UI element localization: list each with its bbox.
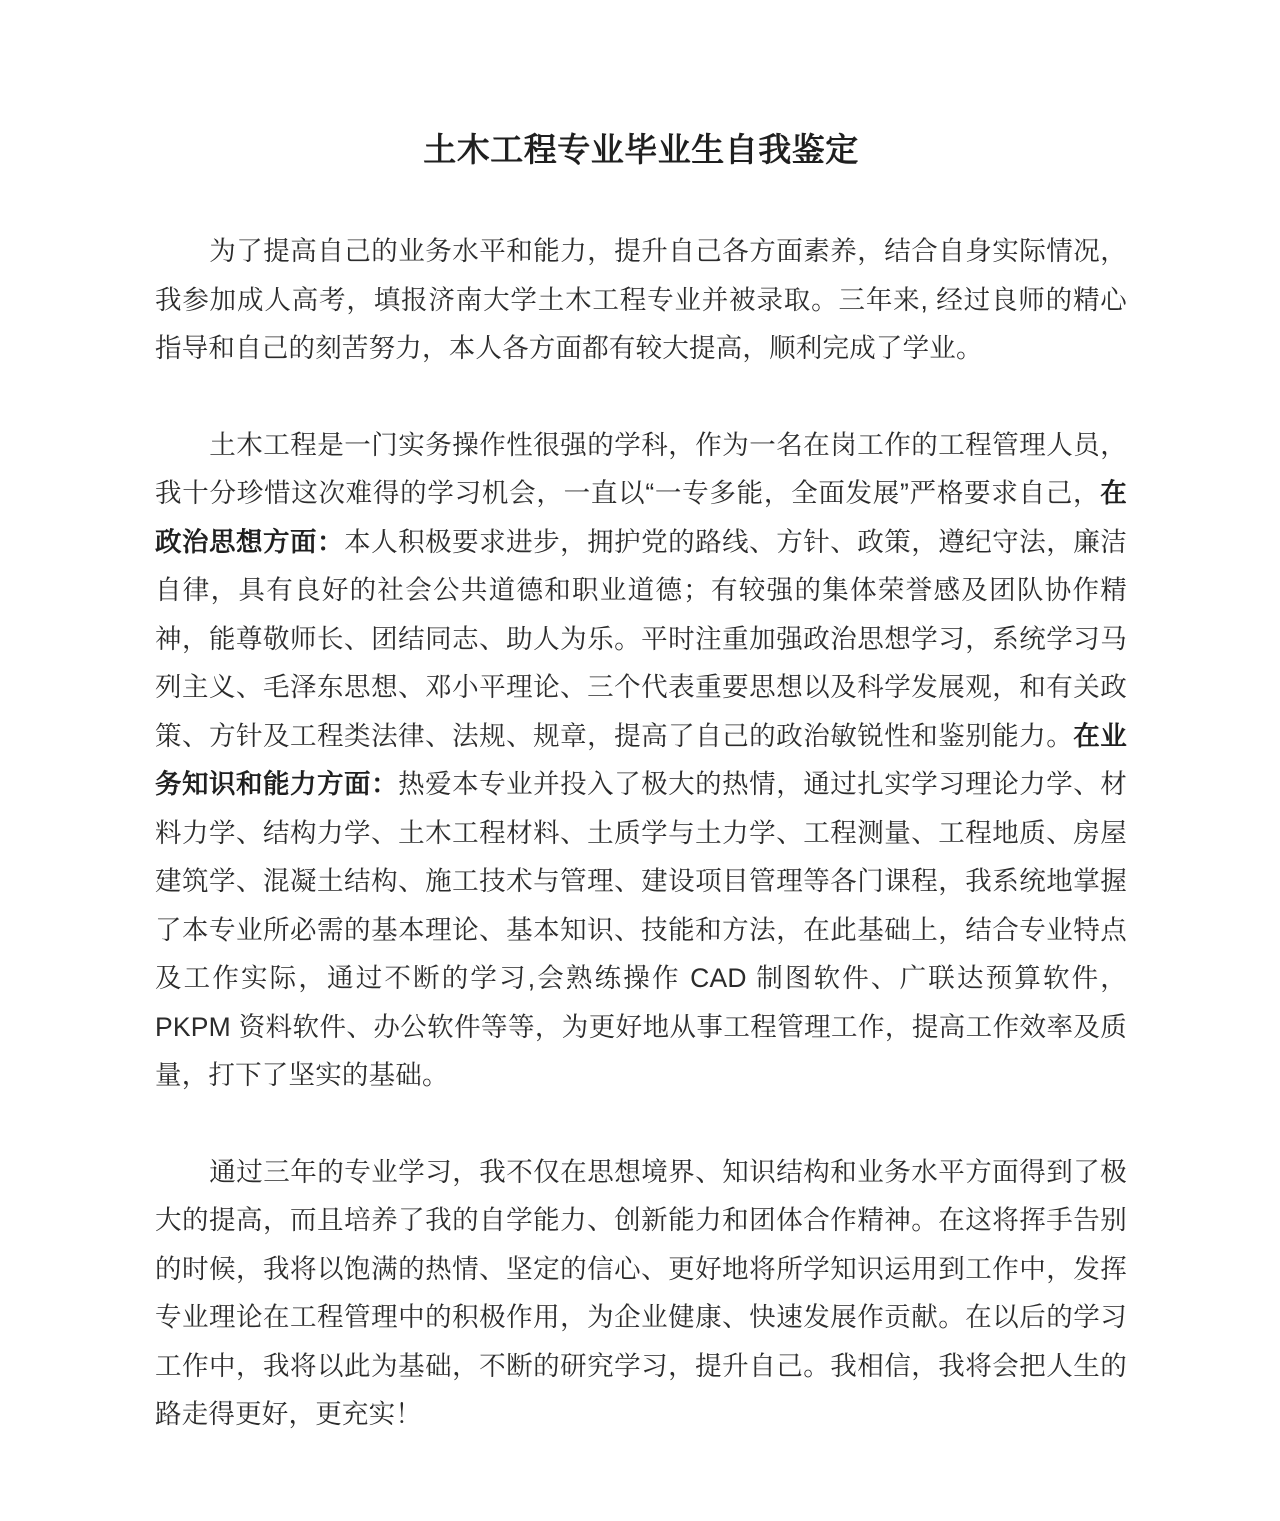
inline-heading-political-thought: 在政治思想方面： [155,478,1127,557]
paragraph-intro [155,227,1127,373]
paragraph-main-text-part-1: 土木工程是一门实务操作性很强的学科，作为一名在岗工作的工程管理人员，我十分珍惜这次难得的学习机会，一直以“一专多能，全面发展”严格要求自己， [155,429,1127,508]
paragraph-conclusion [155,1148,1127,1439]
document-body [155,0,1127,1439]
page-title: 土木工程专业毕业生自我鉴定 [423,131,859,168]
paragraph-main [155,421,1127,1100]
paragraph-main-text-part-2: 本人积极要求进步，拥护党的路线、方针、政策，遵纪守法，廉洁自律，具有良好的社会公共道德和职业道德；有较强的集体荣誉感及团队协作精神，能尊敬师长、团结同志、助人为乐。平时注重加强政治思想学习，系统学习马列主义、毛泽东思想、邓小平理论、三个代表重要思想以及科学发展观，和有关政策、方针及工程类法律、法规、规章，提高了自己的政治敏锐性和鉴别能力。 [155,526,1127,751]
paragraph-main-text-part-3: 热爱本专业并投入了极大的热情，通过扎实学习理论力学、材料力学、结构力学、土木工程材料、土质学与土力学、工程测量、工程地质、房屋建筑学、混凝土结构、施工技术与管理、建设项目管理等各门课程，我系统地掌握了本专业所必需的基本理论、基本知识、技能和方法，在此基础上，结合专业特点及工作实际，通过不断的学习,会熟练操作 CAD 制图软件、广联达预算软件，PKPM 资料软件、办公软件等等，为更好地从事工程管理工作，提高工作效率及质量，打下了坚实的基础。 [155,769,1127,1090]
paragraph-conclusion-text: 通过三年的专业学习，我不仅在思想境界、知识结构和业务水平方面得到了极大的提高，而且培养了我的自学能力、创新能力和团体合作精神。在这将挥手告别的时候，我将以饱满的热情、坚定的信心、更好地将所学知识运用到工作中，发挥专业理论在工程管理中的积极作用，为企业健康、快速发展作贡献。在以后的学习工作中，我将以此为基础，不断的研究学习，提升自己。我相信，我将会把人生的路走得更好，更充实！ [155,1156,1127,1429]
paragraph-intro-text: 为了提高自己的业务水平和能力，提升自己各方面素养，结合自身实际情况，我参加成人高考，填报济南大学土木工程专业并被录取。三年来, 经过良师的精心指导和自己的刻苦努力，本人各方面都有较大提高，顺利完成了学业。 [155,236,1127,363]
inline-heading-professional-knowledge: 在业务知识和能力方面： [155,720,1127,799]
